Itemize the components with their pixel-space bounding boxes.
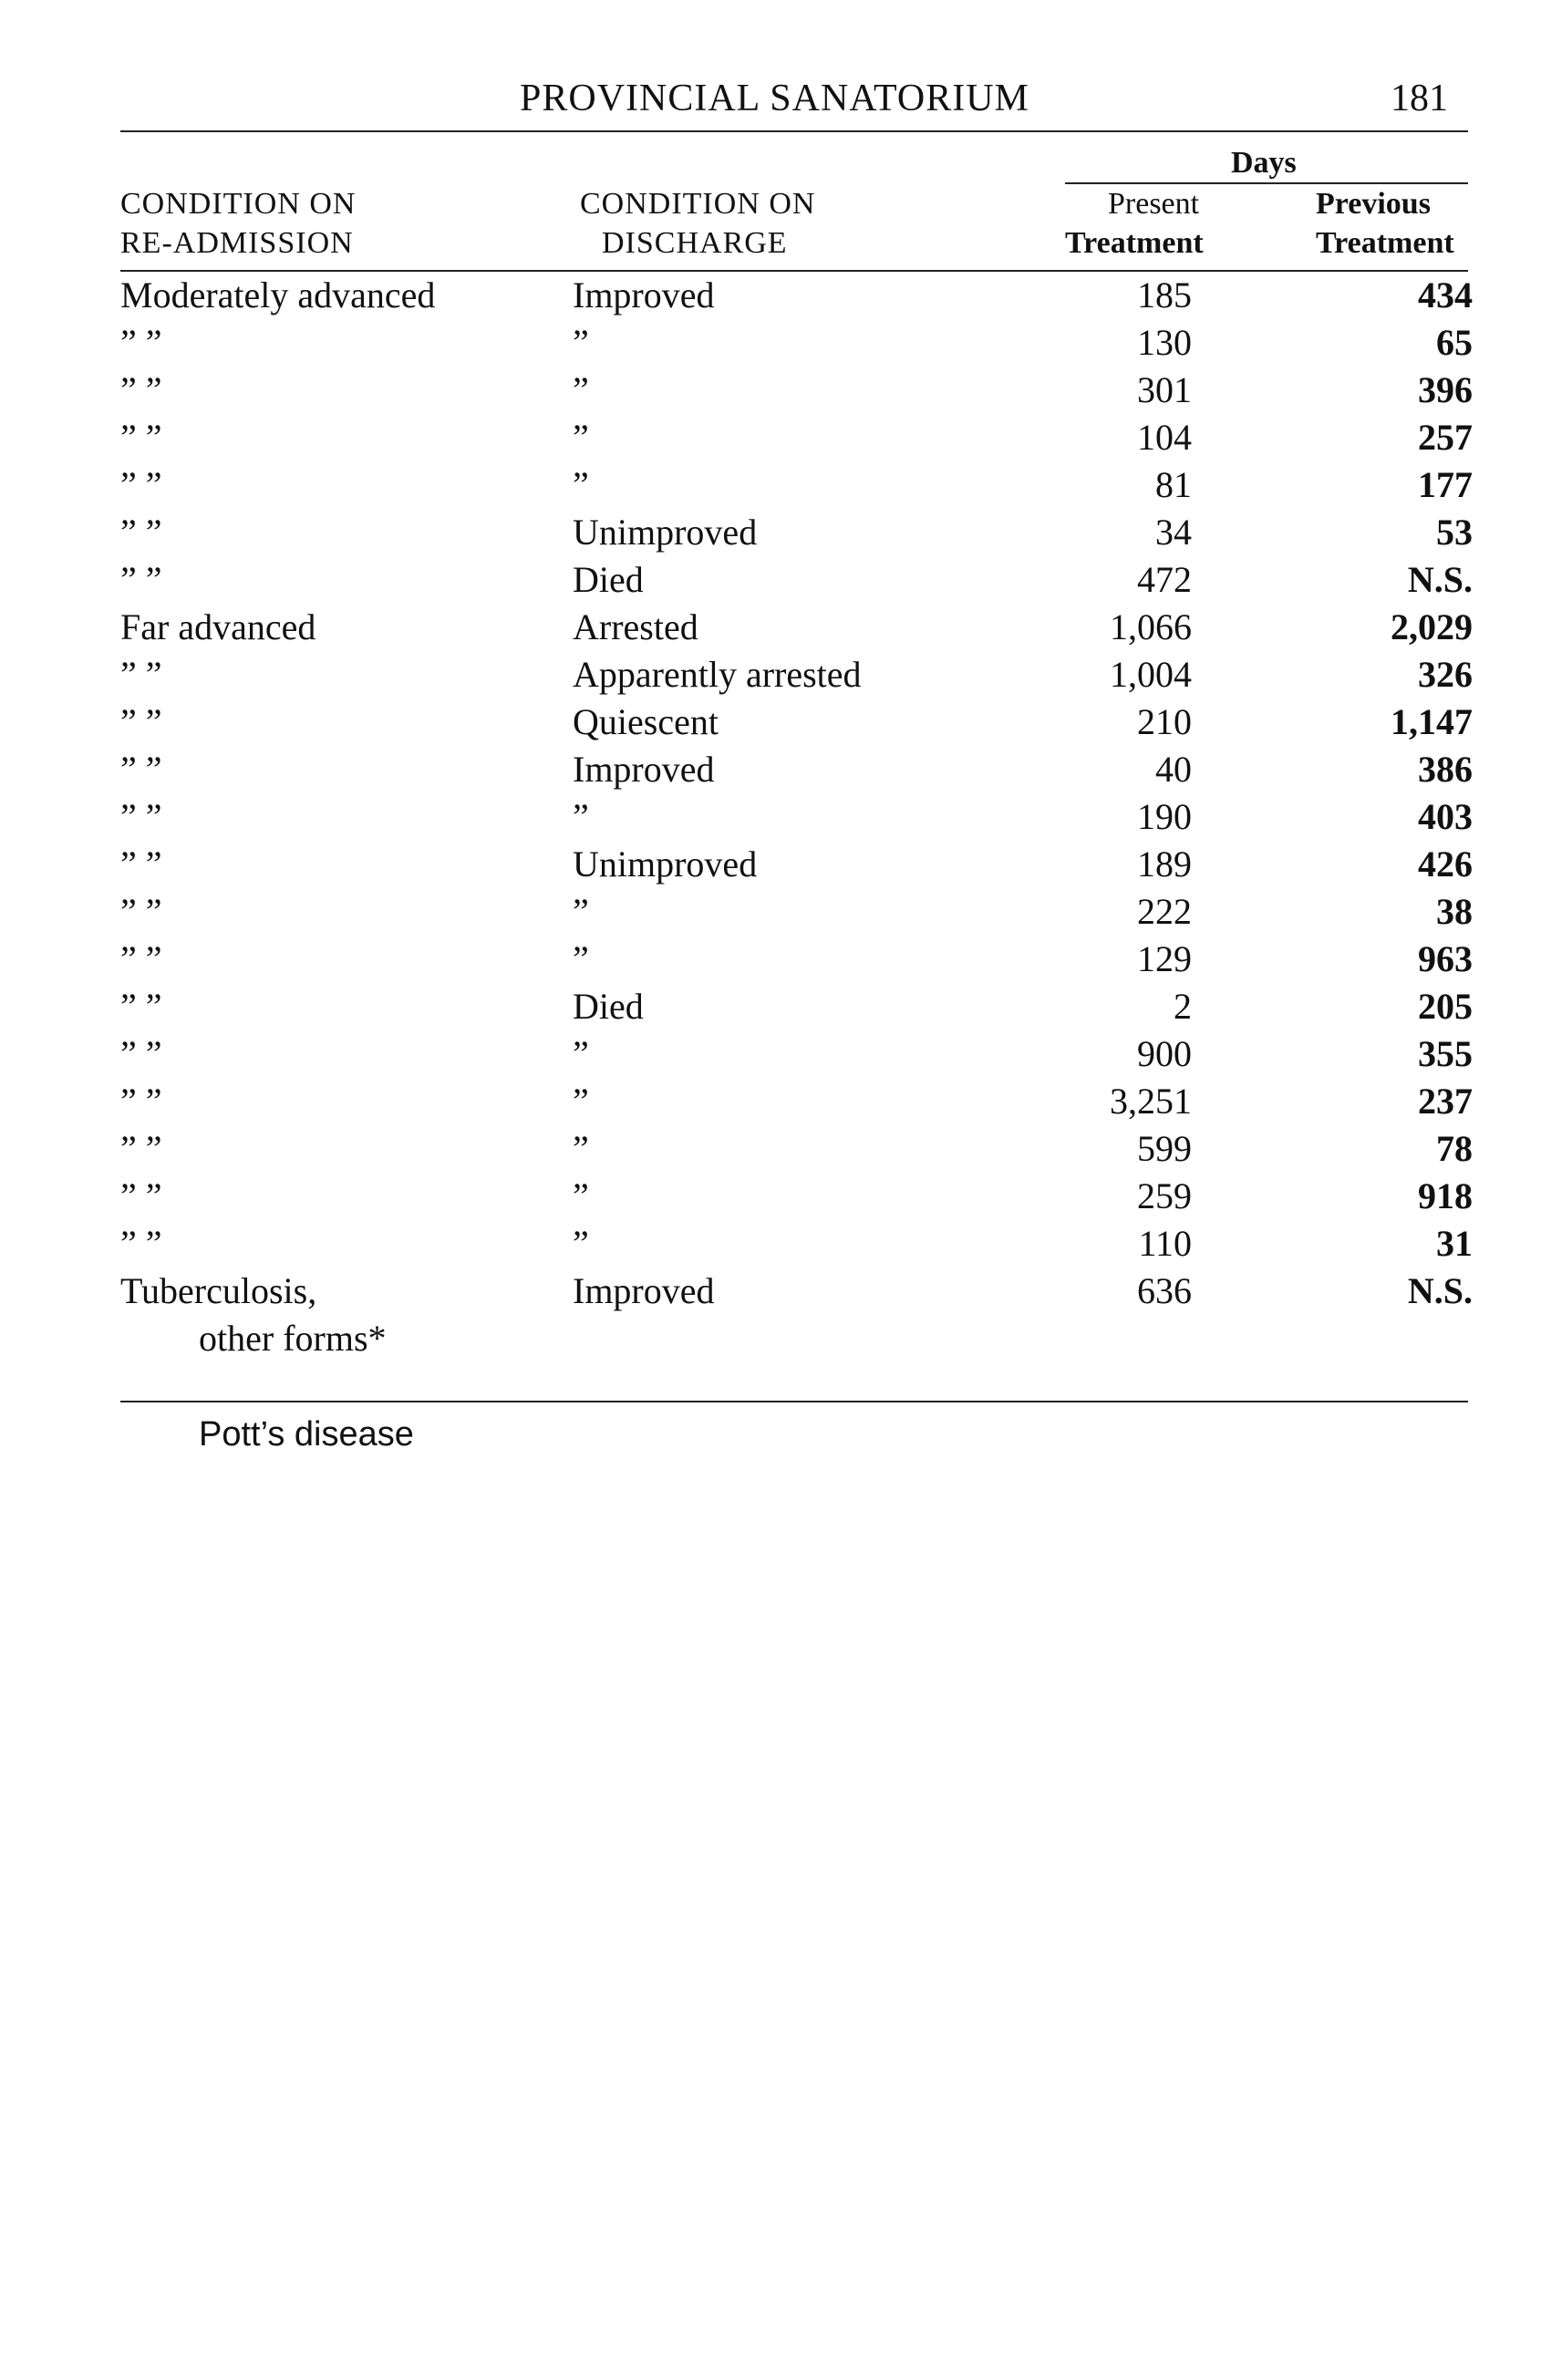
previous-treatment-cell: N.S. <box>1407 1270 1473 1311</box>
previous-treatment-cell: 65 <box>1436 322 1473 363</box>
present-treatment-cell: 900 <box>1137 1033 1192 1074</box>
page-number: 181 <box>1391 78 1448 119</box>
discharge-cell: ” <box>573 1223 589 1264</box>
discharge-cell: ” <box>573 1081 589 1122</box>
table-row <box>0 937 1541 985</box>
readmission-cell: ” ” <box>120 938 162 979</box>
head-rule <box>120 130 1468 132</box>
table-row <box>0 700 1541 748</box>
table-row <box>0 1127 1541 1174</box>
readmission-cell: ” ” <box>120 559 162 600</box>
col3-header-line2: Treatment <box>1065 226 1204 260</box>
present-treatment-cell: 34 <box>1155 512 1192 553</box>
present-treatment-cell: 190 <box>1137 796 1192 837</box>
present-treatment-cell: 3,251 <box>1110 1081 1192 1122</box>
col1-header-line1: CONDITION ON <box>120 187 357 221</box>
readmission-cell: ” ” <box>120 796 162 837</box>
readmission-cell: Far advanced <box>120 606 316 647</box>
present-treatment-cell: 259 <box>1137 1175 1192 1216</box>
previous-treatment-cell: 355 <box>1418 1033 1473 1074</box>
present-treatment-cell: 104 <box>1137 417 1192 458</box>
readmission-cell: ” ” <box>120 701 162 742</box>
table-row <box>0 653 1541 700</box>
discharge-cell: Quiescent <box>573 701 719 742</box>
discharge-cell: Improved <box>573 274 715 316</box>
readmission-cell: ” ” <box>120 417 162 458</box>
present-treatment-cell: 40 <box>1155 749 1192 790</box>
discharge-cell: Arrested <box>573 606 698 647</box>
readmission-cell: ” ” <box>120 986 162 1027</box>
col4-header-line1: Previous <box>1316 187 1431 221</box>
present-treatment-cell: 130 <box>1137 322 1192 363</box>
previous-treatment-cell: 2,029 <box>1391 606 1473 647</box>
last-row-continuation: other forms* <box>199 1318 387 1359</box>
previous-treatment-cell: 426 <box>1418 843 1473 885</box>
table-row <box>0 795 1541 843</box>
table-row <box>0 1174 1541 1222</box>
discharge-cell: Apparently arrested <box>573 654 862 695</box>
discharge-cell: ” <box>573 417 589 458</box>
present-treatment-cell: 222 <box>1137 891 1192 932</box>
previous-treatment-cell: 38 <box>1436 891 1473 932</box>
present-treatment-cell: 636 <box>1137 1270 1192 1311</box>
previous-treatment-cell: N.S. <box>1407 559 1473 600</box>
readmission-cell: ” ” <box>120 1128 162 1169</box>
readmission-cell: ” ” <box>120 891 162 932</box>
previous-treatment-cell: 257 <box>1418 417 1473 458</box>
table-row <box>0 985 1541 1032</box>
readmission-cell: ” ” <box>120 654 162 695</box>
previous-treatment-cell: 205 <box>1418 986 1473 1027</box>
present-treatment-cell: 301 <box>1137 369 1192 410</box>
present-treatment-cell: 599 <box>1137 1128 1192 1169</box>
readmission-cell: ” ” <box>120 749 162 790</box>
previous-treatment-cell: 963 <box>1418 938 1473 979</box>
table-row <box>0 463 1541 511</box>
table-row <box>0 274 1541 321</box>
discharge-cell: ” <box>573 322 589 363</box>
discharge-cell: Unimproved <box>573 843 758 885</box>
previous-treatment-cell: 31 <box>1436 1223 1473 1264</box>
readmission-cell: ” ” <box>120 369 162 410</box>
previous-treatment-cell: 1,147 <box>1391 701 1473 742</box>
table-row <box>0 321 1541 368</box>
discharge-cell: ” <box>573 938 589 979</box>
discharge-cell: Died <box>573 559 644 600</box>
table-row <box>0 843 1541 890</box>
readmission-cell: Tuberculosis, <box>120 1270 317 1311</box>
previous-treatment-cell: 386 <box>1418 749 1473 790</box>
discharge-cell: Improved <box>573 1270 715 1311</box>
discharge-cell: ” <box>573 1175 589 1216</box>
col4-header-line2: Treatment <box>1316 226 1454 260</box>
discharge-cell: ” <box>573 796 589 837</box>
discharge-cell: Improved <box>573 749 715 790</box>
readmission-cell: ” ” <box>120 512 162 553</box>
present-treatment-cell: 189 <box>1137 843 1192 885</box>
present-treatment-cell: 110 <box>1138 1223 1192 1264</box>
previous-treatment-cell: 918 <box>1418 1175 1473 1216</box>
running-head: PROVINCIAL SANATORIUM <box>520 78 1029 119</box>
previous-treatment-cell: 434 <box>1418 274 1473 316</box>
table-row <box>0 368 1541 416</box>
previous-treatment-cell: 237 <box>1418 1081 1473 1122</box>
table-row <box>0 748 1541 795</box>
present-treatment-cell: 1,066 <box>1110 606 1192 647</box>
discharge-cell: ” <box>573 464 589 505</box>
discharge-cell: Unimproved <box>573 512 758 553</box>
table-row <box>0 1222 1541 1269</box>
previous-treatment-cell: 403 <box>1418 796 1473 837</box>
readmission-cell: ” ” <box>120 1223 162 1264</box>
readmission-cell: ” ” <box>120 322 162 363</box>
table-row <box>0 416 1541 463</box>
col3-header-line1: Present <box>1108 187 1200 221</box>
present-treatment-cell: 210 <box>1137 701 1192 742</box>
readmission-cell: ” ” <box>120 1033 162 1074</box>
readmission-cell: ” ” <box>120 1081 162 1122</box>
days-group-rule <box>1065 182 1468 184</box>
table-row <box>0 605 1541 653</box>
present-treatment-cell: 472 <box>1137 559 1192 600</box>
col2-header-line2: DISCHARGE <box>602 226 788 260</box>
present-treatment-cell: 129 <box>1137 938 1192 979</box>
discharge-cell: ” <box>573 891 589 932</box>
col1-header-line2: RE-ADMISSION <box>120 226 354 260</box>
present-treatment-cell: 2 <box>1174 986 1192 1027</box>
table-row <box>0 558 1541 605</box>
present-treatment-cell: 185 <box>1137 274 1192 316</box>
days-group-header: Days <box>1231 146 1297 180</box>
readmission-cell: Moderately advanced <box>120 274 436 316</box>
readmission-cell: ” ” <box>120 843 162 885</box>
previous-treatment-cell: 396 <box>1418 369 1473 410</box>
footnote: Pott’s disease <box>199 1415 414 1454</box>
present-treatment-cell: 81 <box>1155 464 1192 505</box>
discharge-cell: Died <box>573 986 644 1027</box>
previous-treatment-cell: 78 <box>1436 1128 1473 1169</box>
readmission-cell: ” ” <box>120 1175 162 1216</box>
header-bottom-rule <box>120 270 1468 272</box>
table-row <box>0 1269 1541 1317</box>
previous-treatment-cell: 177 <box>1418 464 1473 505</box>
previous-treatment-cell: 326 <box>1418 654 1473 695</box>
discharge-cell: ” <box>573 1033 589 1074</box>
readmission-cell: ” ” <box>120 464 162 505</box>
present-treatment-cell: 1,004 <box>1110 654 1192 695</box>
table-row <box>0 1080 1541 1127</box>
col2-header-line1: CONDITION ON <box>580 187 816 221</box>
table-row <box>0 1032 1541 1080</box>
table-row <box>0 890 1541 937</box>
table-bottom-rule <box>120 1401 1468 1402</box>
discharge-cell: ” <box>573 369 589 410</box>
table-row <box>0 511 1541 558</box>
discharge-cell: ” <box>573 1128 589 1169</box>
previous-treatment-cell: 53 <box>1436 512 1473 553</box>
